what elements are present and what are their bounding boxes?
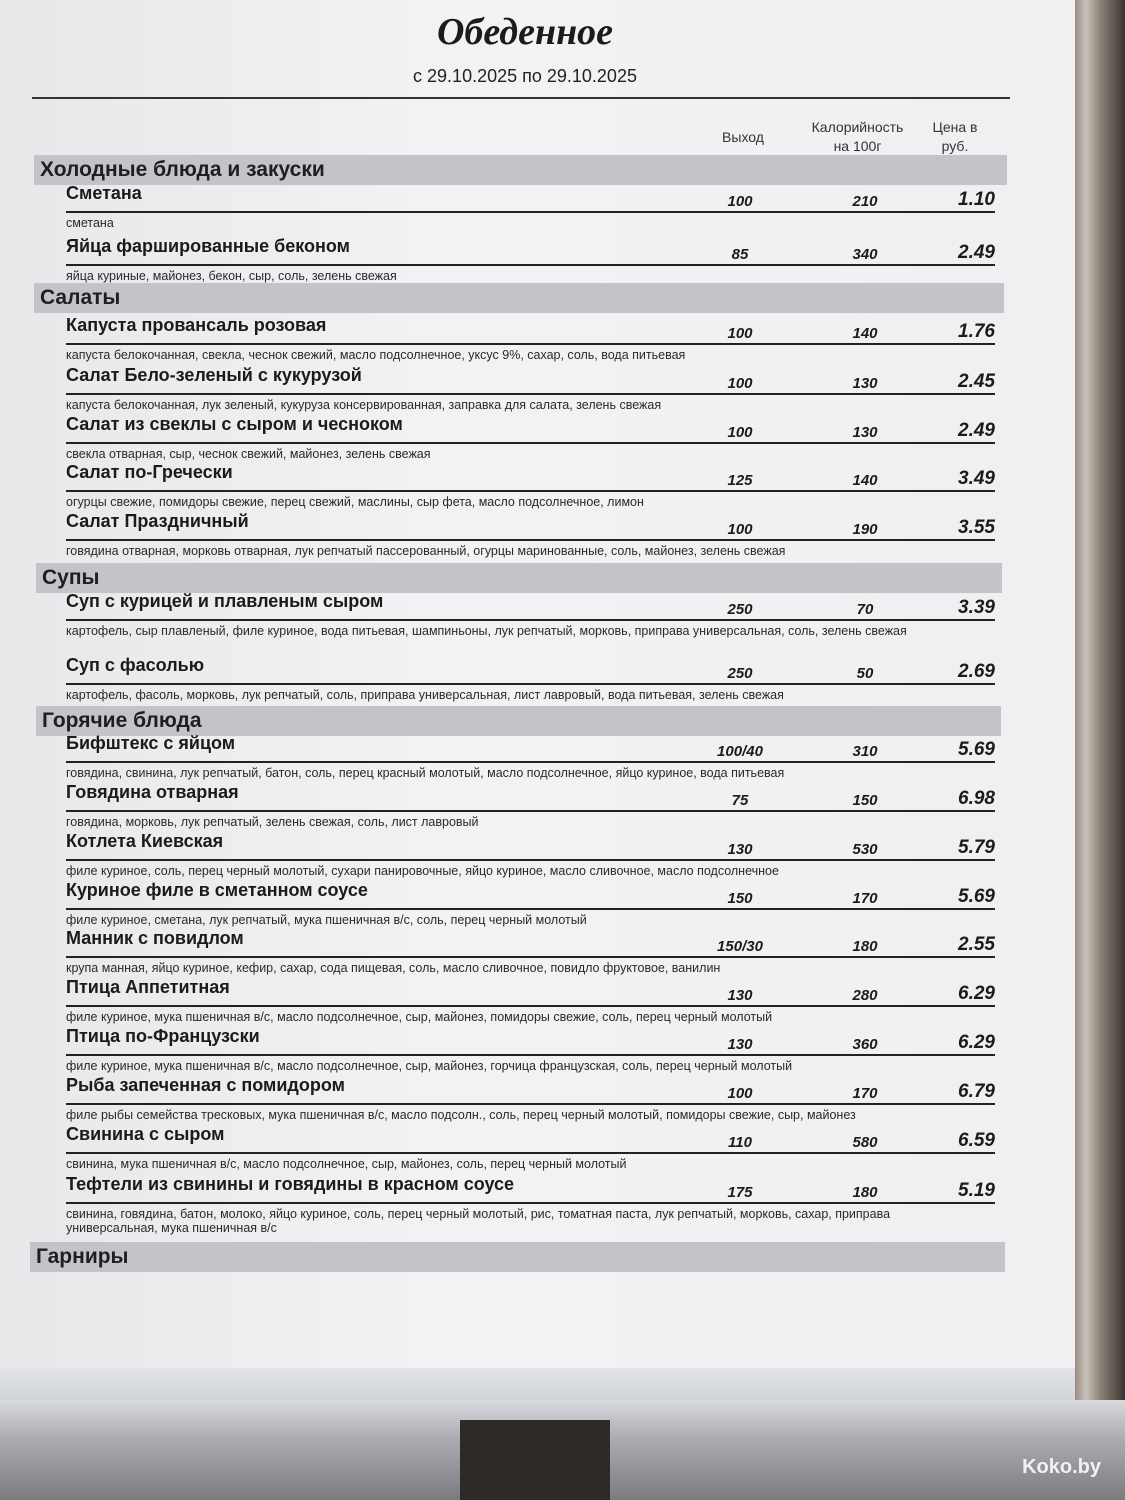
column-calories-label: Калорийность [811,119,904,135]
item-divider [66,343,995,345]
item-output: 130 [727,987,753,1004]
item-calories: 180 [852,938,878,955]
item-calories: 170 [852,1085,878,1102]
item-calories: 130 [852,424,878,441]
item-divider [66,1103,995,1105]
item-price: 3.49 [958,468,995,489]
item-name: Рыба запеченная с помидором [66,1075,345,1095]
item-price: 6.98 [958,788,995,809]
item-output: 100 [727,375,753,392]
item-output: 150 [727,890,753,907]
menu-item [66,414,995,464]
item-name: Свинина с сыром [66,1124,225,1144]
item-price: 3.55 [958,517,995,538]
category-header: Гарниры [30,1242,1005,1272]
item-ingredients: сметана [66,216,114,230]
menu-item [66,462,995,512]
item-name: Суп с фасолью [66,655,205,675]
menu-item [66,1075,995,1125]
menu-item [66,1026,995,1076]
item-calories: 170 [852,890,878,907]
item-ingredients: филе куриное, соль, перец черный молотый, сухари панировочные, яйцо куриное, масло сливочное, масло подсолнечное [66,864,779,878]
watermark: Koko.by [1022,1456,1101,1478]
item-ingredients: крупа манная, яйцо куриное, кефир, сахар, сода пищевая, соль, масло сливочное, повидло фруктовое, ванилин [66,961,721,975]
item-divider [66,1054,995,1056]
item-output: 100 [727,325,753,342]
item-name: Салат из свеклы с сыром и чесноком [66,414,403,434]
item-ingredients: свинина, говядина, батон, молоко, яйцо куриное, соль, перец черный молотый, рис, томатная паста, лук репчатый, морковь, сахар, приправа универсальная, мука пшеничная в/с [66,1207,891,1235]
menu-item [66,655,995,705]
column-price-label: Цена в [932,119,978,135]
item-name: Яйца фаршированные беконом [66,236,350,256]
item-calories: 360 [852,1036,878,1053]
item-price: 1.10 [958,189,995,210]
item-name: Салат Праздничный [66,511,249,531]
item-divider [66,1152,995,1154]
item-divider [66,683,995,685]
item-output: 100 [727,521,753,538]
item-price: 2.45 [958,371,995,392]
item-divider [66,490,995,492]
item-calories: 140 [852,472,878,489]
item-name: Суп с курицей и плавленым сыром [66,591,384,611]
item-price: 6.29 [958,983,995,1004]
date-range: с 29.10.2025 по 29.10.2025 [413,66,637,86]
item-name: Капуста провансаль розовая [66,315,327,335]
item-calories: 150 [852,792,878,809]
item-divider [66,810,995,812]
item-divider [66,761,995,763]
item-divider [66,539,995,541]
menu-item [66,183,995,233]
item-output: 85 [731,246,749,263]
item-divider [66,956,995,958]
item-divider [66,442,995,444]
menu-item [66,591,995,641]
item-calories: 280 [852,987,878,1004]
item-name: Бифштекс с яйцом [66,733,236,753]
item-calories: 210 [852,193,878,210]
item-ingredients: капуста белокочанная, свекла, чеснок свежий, масло подсолнечное, уксус 9%, сахар, соль, вода питьевая [66,348,686,362]
menu-item [66,880,995,930]
menu-item [66,977,995,1027]
item-divider [66,264,995,266]
item-price: 2.55 [958,934,995,955]
item-name: Салат по-Гречески [66,462,233,482]
item-divider [66,1202,995,1204]
item-calories: 50 [856,665,874,682]
item-output: 100/40 [717,743,763,760]
item-price: 2.69 [958,661,995,682]
item-ingredients: говядина, свинина, лук репчатый, батон, соль, перец красный молотый, масло подсолнечное, яйцо куриное, вода питьевая [66,766,785,780]
menu-item [66,236,995,286]
menu-item [66,831,995,881]
item-ingredients: говядина отварная, морковь отварная, лук репчатый пассерованный, огурцы маринованные, соль, майонез, зелень свежая [66,544,786,558]
column-output-label: Выход [722,129,764,145]
item-price: 6.59 [958,1130,995,1151]
item-divider [66,619,995,621]
item-ingredients: филе куриное, мука пшеничная в/с, масло подсолнечное, сыр, майонез, помидоры свежие, соль, перец черный молотый [66,1010,773,1024]
column-price-unit: руб. [941,138,969,154]
item-name: Манник с повидлом [66,928,244,948]
item-calories: 580 [852,1134,878,1151]
item-output: 250 [727,601,753,618]
item-ingredients: филе рыбы семейства тресковых, мука пшеничная в/с, масло подсолн., соль, перец черный молотый, помидоры свежие, сыр, майонез [66,1108,856,1122]
item-calories: 70 [856,601,874,618]
item-output: 175 [727,1184,753,1201]
item-price: 5.19 [958,1180,995,1201]
display-stand [460,1420,610,1500]
item-output: 250 [727,665,753,682]
item-name: Тефтели из свинины и говядины в красном соусе [66,1174,515,1194]
item-calories: 130 [852,375,878,392]
item-name: Куриное филе в сметанном соусе [66,880,368,900]
item-output: 100 [727,193,753,210]
item-ingredients: картофель, фасоль, морковь, лук репчатый, соль, приправа универсальная, лист лавровый, вода питьевая, зелень свежая [66,688,784,702]
item-name: Сметана [66,183,142,203]
item-price: 1.76 [958,321,995,342]
item-ingredients: свинина, мука пшеничная в/с, масло подсолнечное, сыр, майонез, соль, перец черный молотый [66,1157,627,1171]
menu-item [66,1124,995,1174]
menu-item [66,315,995,365]
item-ingredients: говядина, морковь, лук репчатый, зелень свежая, соль, лист лавровый [66,815,479,829]
item-output: 130 [727,841,753,858]
menu-item [66,511,995,561]
item-ingredients: свекла отварная, сыр, чеснок свежий, майонез, зелень свежая [66,447,431,461]
column-calories-unit: на 100г [833,138,882,154]
menu-item [66,365,995,415]
item-divider [66,859,995,861]
item-output: 125 [727,472,753,489]
item-output: 100 [727,1085,753,1102]
item-price: 5.69 [958,886,995,907]
item-price: 5.69 [958,739,995,760]
item-ingredients: капуста белокочанная, лук зеленый, кукуруза консервированная, заправка для салата, зелень свежая [66,398,662,412]
item-output: 100 [727,424,753,441]
item-calories: 340 [852,246,878,263]
item-name: Салат Бело-зеленый с кукурузой [66,365,362,385]
menu-item [66,733,995,783]
category-header: Холодные блюда и закуски [34,155,1007,185]
item-divider [66,1005,995,1007]
item-ingredients: яйца куриные, майонез, бекон, сыр, соль, зелень свежая [66,269,397,283]
item-calories: 310 [852,743,878,760]
item-calories: 180 [852,1184,878,1201]
category-header: Супы [36,563,1002,593]
item-calories: 140 [852,325,878,342]
item-price: 6.29 [958,1032,995,1053]
item-ingredients: филе куриное, сметана, лук репчатый, мука пшеничная в/с, соль, перец черный молотый [66,913,587,927]
item-divider [66,211,995,213]
item-name: Котлета Киевская [66,831,224,851]
item-divider [66,393,995,395]
category-header: Салаты [34,283,1004,313]
item-name: Птица Аппетитная [66,977,230,997]
item-calories: 530 [852,841,878,858]
menu-item [66,782,995,832]
category-header: Горячие блюда [36,706,1001,736]
menu-title: Обеденное [436,11,614,53]
item-ingredients: огурцы свежие, помидоры свежие, перец свежий, маслины, сыр фета, масло подсолнечное, лимон [66,495,644,509]
item-output: 130 [727,1036,753,1053]
menu-item [66,928,995,978]
item-name: Говядина отварная [66,782,239,802]
menu-item [66,1174,995,1235]
item-price: 6.79 [958,1081,995,1102]
item-name: Птица по-Французски [66,1026,260,1046]
item-ingredients: картофель, сыр плавленый, филе куриное, вода питьевая, шампиньоны, лук репчатый, морковь, приправа универсальная, соль, зелень свежая [66,624,907,638]
item-price: 3.39 [958,597,995,618]
item-price: 5.79 [958,837,995,858]
item-output: 150/30 [717,938,763,955]
item-divider [66,908,995,910]
item-price: 2.49 [958,242,995,263]
item-ingredients: филе куриное, мука пшеничная в/с, масло подсолнечное, сыр, майонез, горчица французская, соль, перец черный молотый [66,1059,793,1073]
item-calories: 190 [852,521,878,538]
item-price: 2.49 [958,420,995,441]
item-output: 110 [728,1134,752,1151]
item-output: 75 [731,792,749,809]
